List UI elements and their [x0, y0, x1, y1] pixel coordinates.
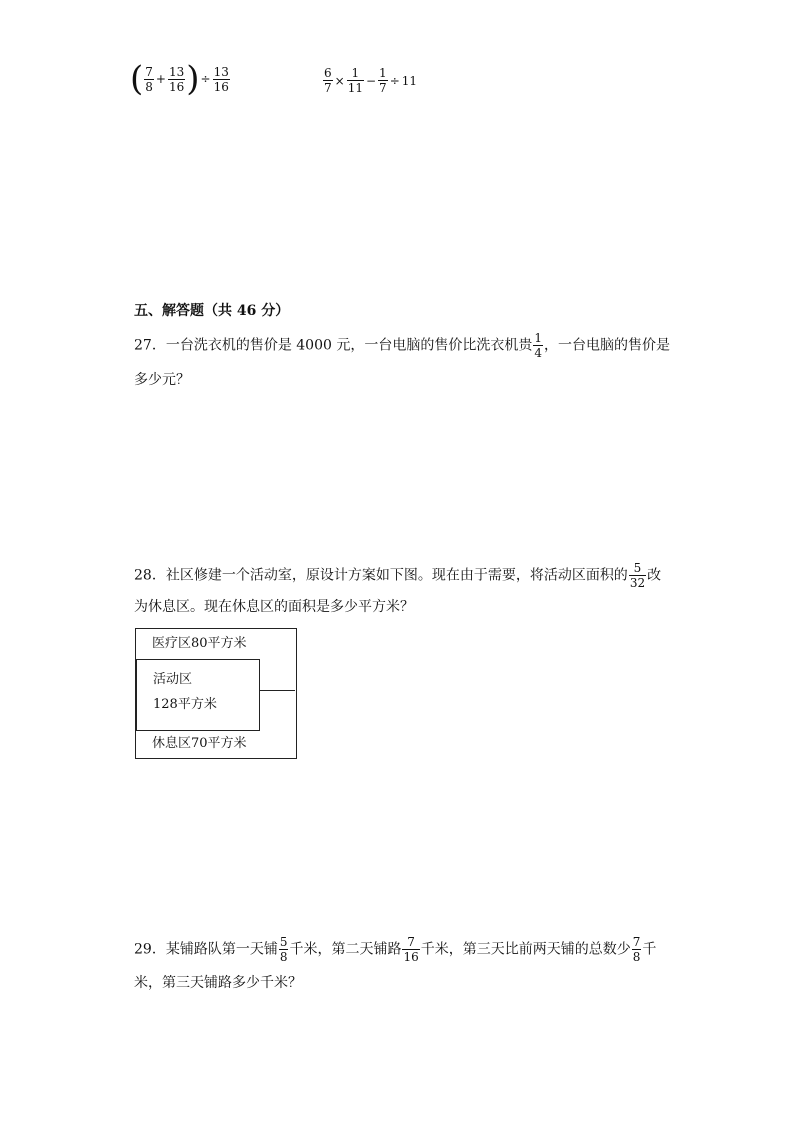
paren-open: ( [130, 59, 144, 99]
medical-area-label: 医疗区80平方米 [152, 636, 247, 651]
number: 11 [401, 73, 418, 88]
question-text: 改 [647, 567, 662, 584]
minus-sign: − [365, 73, 377, 88]
rest-area-label: 休息区70平方米 [152, 736, 247, 751]
fraction: $\frac{1}{11}$ [347, 66, 363, 95]
times-sign: × [334, 73, 345, 88]
fraction: $\frac{5}{32}$ [629, 561, 646, 590]
divide-sign: ÷ [389, 73, 400, 88]
paren-close: ) [186, 59, 200, 99]
question-text: 29．某铺路队第一天铺 [134, 941, 278, 958]
expression-1 [130, 59, 231, 99]
question-29-line-2: 米，第三天铺路多少千米？ [134, 975, 302, 991]
fraction: $\frac{13}{16}$ [213, 64, 229, 94]
fraction: $\frac{1}{4}$ [534, 331, 542, 360]
question-text: 千米，第二天铺路 [289, 941, 402, 958]
floor-plan-diagram [135, 628, 297, 759]
question-text: 千米，第三天比前两天铺的总数少 [420, 941, 631, 958]
fraction: $\frac{5}{8}$ [279, 935, 288, 964]
question-text: 千 [642, 941, 657, 958]
question-text: 27．一台洗衣机的售价是 4000 元，一台电脑的售价比洗衣机贵 [134, 337, 533, 354]
fraction: $\frac{7}{8}$ [632, 935, 641, 964]
fraction: $\frac{7}{8}$ [145, 64, 153, 94]
question-text: 28．社区修建一个活动室，原设计方案如下图。现在由于需要，将活动区面积的 [134, 567, 628, 584]
question-27-line-1 [134, 331, 670, 360]
question-28-line-2: 为休息区。现在休息区的面积是多少平方米？ [134, 599, 414, 615]
plus-sign: + [155, 72, 166, 86]
fraction: $\frac{1}{7}$ [379, 66, 387, 95]
fraction: $\frac{13}{16}$ [168, 64, 185, 94]
activity-area-size: 128平方米 [153, 697, 217, 712]
expression-2 [322, 66, 418, 95]
activity-area-box [136, 659, 260, 731]
section-heading: 五、解答题（共 46 分） [134, 303, 290, 319]
question-27-line-2: 多少元？ [134, 372, 190, 388]
question-text: ，一台电脑的售价是 [543, 337, 670, 354]
question-29-line-1 [134, 935, 656, 964]
divide-sign: ÷ [200, 72, 211, 86]
activity-area-name: 活动区 [153, 672, 193, 687]
divider-line [259, 690, 295, 691]
fraction: $\frac{7}{16}$ [403, 935, 419, 964]
question-28-line-1 [134, 561, 661, 590]
fraction: $\frac{6}{7}$ [324, 66, 332, 95]
